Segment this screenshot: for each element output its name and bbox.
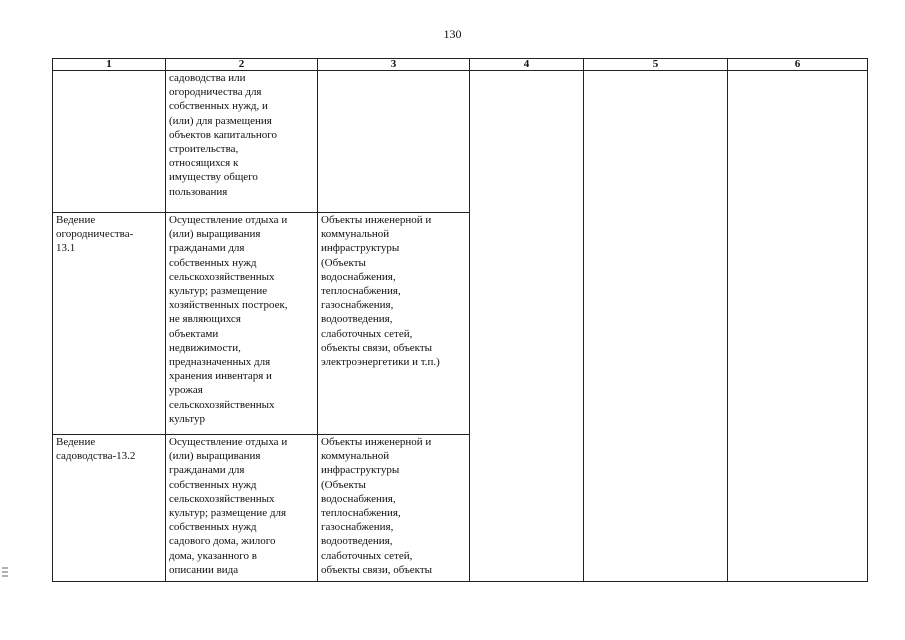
column-5-cell <box>584 71 728 582</box>
permitted-use-cell <box>53 71 166 213</box>
use-description-cell: Осуществление отдыха и (или) выращивания гражданами для собственных нужд сельскохозяйственных культур; размещение для собственных нужд садового дома, жилого дома, указанного в описании вида <box>166 435 318 582</box>
scan-margin-mark <box>2 566 8 578</box>
use-description-cell: садоводства или огородничества для собственных нужд, и (или) для размещения объектов капитального строительства, относящихся к имуществу общего пользования <box>166 71 318 213</box>
page-number: 130 <box>443 27 462 41</box>
auxiliary-use-cell: Объекты инженерной и коммунальной инфраструктуры (Объекты водоснабжения, теплоснабжения, газоснабжения, водоотведения, слаботочных сетей, объекты связи, объекты <box>318 435 470 582</box>
column-header-5: 5 <box>584 59 728 71</box>
permitted-use-cell: Ведение садоводства-13.2 <box>53 435 166 582</box>
column-header-4: 4 <box>470 59 584 71</box>
permitted-use-cell: Ведение огородничества- 13.1 <box>53 213 166 435</box>
auxiliary-use-cell: Объекты инженерной и коммунальной инфраструктуры (Объекты водоснабжения, теплоснабжения, газоснабжения, водоотведения, слаботочных сетей, объекты связи, объекты электроэнергетики и т.п.) <box>318 213 470 435</box>
margin-tick-icon <box>2 566 8 578</box>
table-header-row <box>53 59 868 71</box>
regulations-table <box>52 58 868 582</box>
column-4-cell <box>470 71 584 582</box>
auxiliary-use-cell <box>318 71 470 213</box>
use-description-cell: Осуществление отдыха и (или) выращивания гражданами для собственных нужд сельскохозяйственных культур; размещение хозяйственных построек, не являющихся объектами недвижимости, предназначенных для хранения инвентаря и урожая сельскохозяйственных культур <box>166 213 318 435</box>
column-header-6: 6 <box>728 59 868 71</box>
column-header-3: 3 <box>318 59 470 71</box>
column-header-1: 1 <box>53 59 166 71</box>
column-header-2: 2 <box>166 59 318 71</box>
column-6-cell <box>728 71 868 582</box>
table-row <box>53 71 868 213</box>
